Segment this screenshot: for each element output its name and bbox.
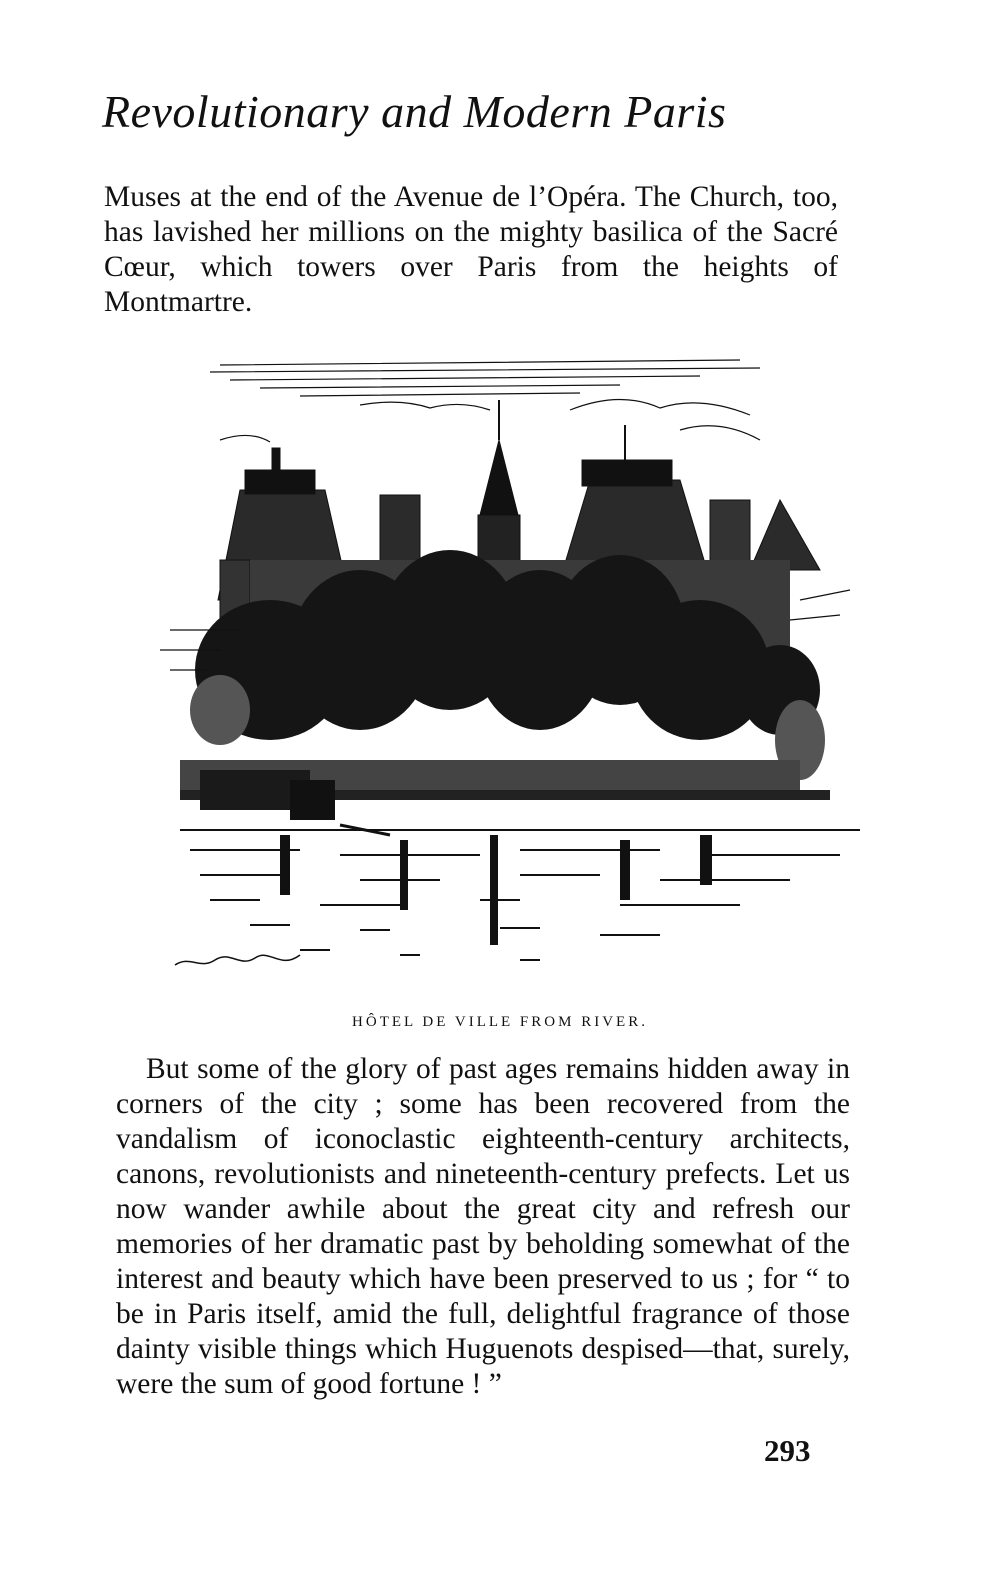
running-head: Revolutionary and Modern Paris <box>102 86 727 137</box>
illustration-drawing <box>100 330 870 1010</box>
paragraph-1: Muses at the end of the Avenue de l’Opéra. The Church, too, has lavished her millions on the mighty basilica of the Sacré Cœur, which towers over Paris from the heights of Montmartre. <box>104 181 838 318</box>
paragraph-2: But some of the glory of past ages remains hidden away in corners of the city ; some has been recovered from the vandalism of iconoclastic eighteenth-century architects, canons, revolutionists and nineteenth-century prefects. Let us now wander awhile about the great city and refresh our memories of her dramatic past by beholding somewhat of the interest and beauty which have been preserved to us ; for “ to be in Paris itself, amid the full, delightful fragrance of those dainty visible things which Huguenots despised—that, surely, were the sum of good fortune ! ” <box>116 1053 850 1400</box>
figure-caption: HÔTEL DE VILLE FROM RIVER. <box>352 1014 648 1030</box>
artist-signature <box>170 940 320 980</box>
page-number: 293 <box>764 1433 811 1468</box>
illustration-hotel-de-ville <box>100 330 870 1010</box>
